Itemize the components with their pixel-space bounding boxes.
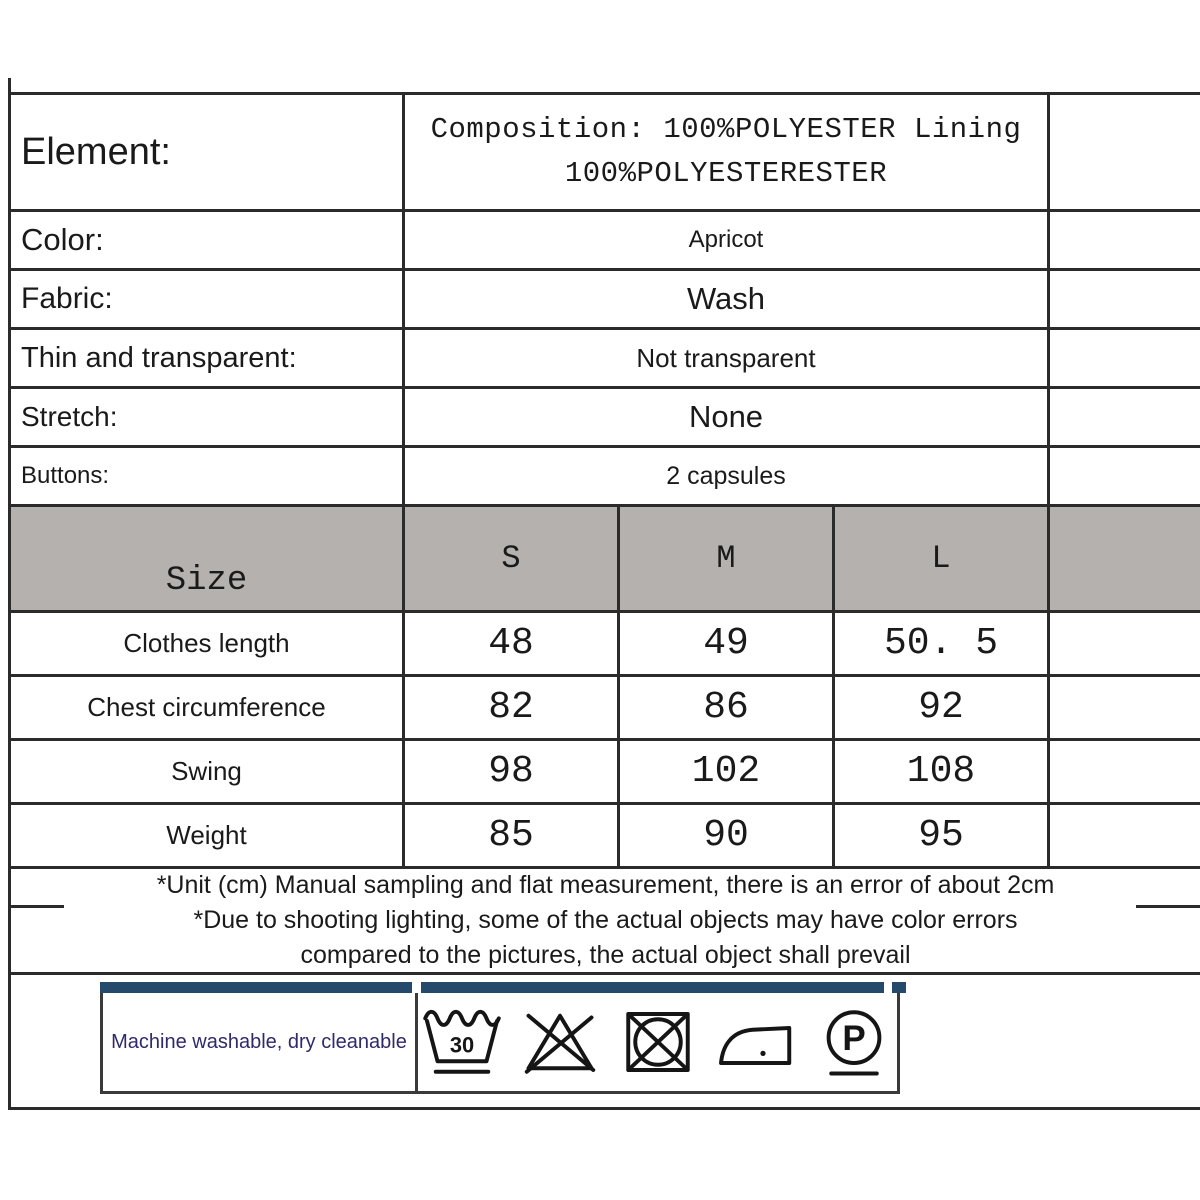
care-icons [418,993,897,1091]
spec-label-color: Color: [11,212,405,268]
spec-empty-cell [1050,95,1200,209]
note-line-3: compared to the pictures, the actual object shall prevail [300,941,911,969]
spec-size-table [11,92,1200,975]
spec-empty-cell [1050,271,1200,327]
notes-row [11,869,1200,975]
measurement-value-s: 48 [405,613,620,674]
notes-cell [11,869,1200,972]
spec-row-stretch [11,389,1200,448]
spec-label-buttons: Buttons: [11,448,405,504]
svg-text:30: 30 [449,1032,474,1058]
size-column-l: L [835,507,1050,610]
measurement-value-l: 92 [835,677,1050,738]
iron-icon [714,1004,798,1080]
spec-value-stretch: None [405,389,1050,445]
size-corner-label: Size [11,507,405,610]
measurement-label: Weight [11,805,405,866]
measurement-value-l: 95 [835,805,1050,866]
measurement-empty-cell [1050,741,1200,802]
spec-row-transparency [11,330,1200,389]
spec-value-buttons: 2 capsules [405,448,1050,504]
measurement-value-l: 108 [835,741,1050,802]
spec-label-fabric: Fabric: [11,271,405,327]
measurement-value-s: 98 [405,741,620,802]
measurement-label: Clothes length [11,613,405,674]
size-header-row [11,507,1200,613]
spec-row-color [11,212,1200,271]
measurement-value-s: 85 [405,805,620,866]
spec-row-fabric [11,271,1200,330]
care-instructions-text: Machine washable, dry cleanable [111,1030,407,1053]
spec-empty-cell [1050,330,1200,386]
wash-30-icon [420,1004,504,1080]
spec-label-stretch: Stretch: [11,389,405,445]
measurement-label: Chest circumference [11,677,405,738]
grid-line-stub-left [8,905,64,908]
care-top-bar [100,982,906,993]
size-header-empty-cell [1050,507,1200,610]
measurement-value-m: 102 [620,741,835,802]
spec-value-transparency: Not transparent [405,330,1050,386]
grid-line-stub-right [1136,905,1200,908]
measurement-empty-cell [1050,677,1200,738]
measurement-empty-cell [1050,613,1200,674]
size-column-s: S [405,507,620,610]
spec-label-transparency: Thin and transparent: [11,330,405,386]
note-line-1: *Unit (cm) Manual sampling and flat measurement, there is an error of about 2cm [156,871,1055,899]
measurement-label: Swing [11,741,405,802]
measurement-row-weight [11,805,1200,869]
care-label-box [100,982,900,1094]
spec-row-element [11,95,1200,212]
measurement-row-chest [11,677,1200,741]
spec-value-color: Apricot [405,212,1050,268]
spec-label-element: Element: [11,95,405,209]
note-line-2: *Due to shooting lighting, some of the actual objects may have color errors [193,906,1018,934]
spec-value-composition [405,95,1050,209]
composition-line-2: 100%POLYESTERESTER [564,157,888,190]
composition-line-1: Composition: 100%POLYESTER Lining [430,113,1022,146]
measurement-value-l: 50. 5 [835,613,1050,674]
dry-clean-p-icon [812,1004,896,1080]
spec-empty-cell [1050,448,1200,504]
measurement-value-s: 82 [405,677,620,738]
measurement-value-m: 90 [620,805,835,866]
no-bleach-icon [518,1004,602,1080]
no-tumble-dry-icon [616,1004,700,1080]
spec-empty-cell [1050,212,1200,268]
measurement-value-m: 49 [620,613,835,674]
measurement-value-m: 86 [620,677,835,738]
care-section [11,975,1200,1110]
measurement-row-clothes-length [11,613,1200,677]
spec-value-fabric: Wash [405,271,1050,327]
care-bar-gap [412,982,421,993]
spec-empty-cell [1050,389,1200,445]
measurement-row-swing [11,741,1200,805]
measurement-empty-cell [1050,805,1200,866]
size-column-m: M [620,507,835,610]
svg-text:P: P [841,1018,866,1058]
care-bar-gap [884,982,892,993]
spec-row-buttons [11,448,1200,507]
